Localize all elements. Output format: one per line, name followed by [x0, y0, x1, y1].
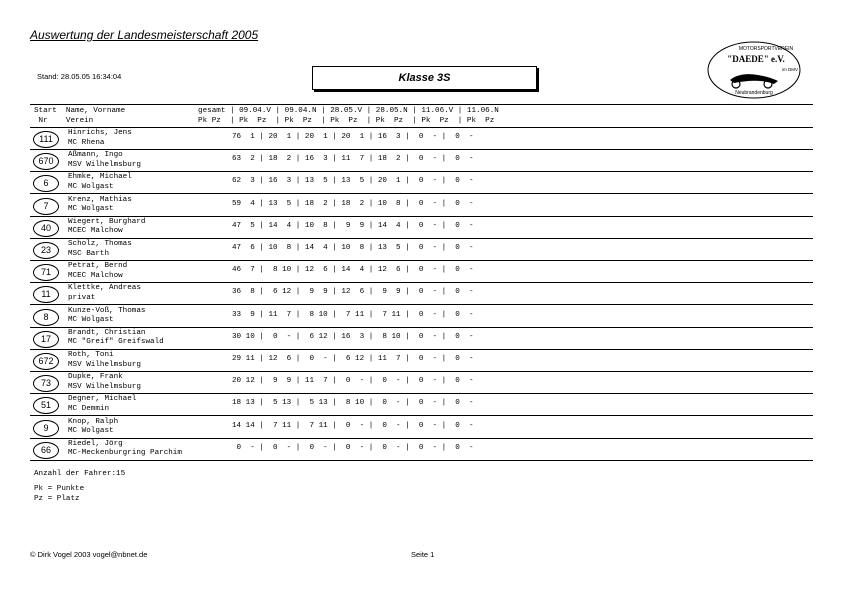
rider-club: MC Demmin	[68, 404, 110, 413]
rider-name: Knop, Ralph	[68, 417, 119, 426]
rider-club: MC Rhena	[68, 138, 105, 147]
rider-club: MC Wolgast	[68, 182, 114, 191]
copyright: © Dirk Vogel 2003 vogel@nbnet.de	[30, 550, 148, 559]
logo-bottom-text: Neubrandenburg	[735, 90, 773, 96]
table-row	[0, 195, 842, 217]
rider-info	[68, 395, 136, 414]
rider-club: MSV Wilhelmsburg	[68, 382, 141, 391]
table-header	[34, 107, 499, 126]
start-number-badge: 672	[33, 353, 59, 370]
timestamp: Stand: 28.05.05 16:34:04	[37, 72, 122, 81]
rider-club: MCEC Malchow	[68, 271, 123, 280]
rider-name: Aßmann, Ingo	[68, 151, 123, 160]
start-number-badge: 9	[33, 420, 59, 437]
rider-info	[68, 284, 141, 303]
start-number-badge: 71	[33, 264, 59, 281]
rider-points: 36 8 | 6 12 | 9 9 | 12 6 | 9 9 | 0 - | 0 -	[232, 288, 474, 297]
rider-name: Krenz, Mathias	[68, 195, 132, 204]
rider-name: Wiegert, Burghard	[68, 217, 146, 226]
rider-club: MSV Wilhelmsburg	[68, 360, 141, 369]
rider-name: Dupke, Frank	[68, 373, 123, 382]
rider-info	[68, 240, 132, 259]
rider-info	[68, 329, 164, 348]
rider-name: Scholz, Thomas	[68, 240, 132, 248]
logo-side-text: im DMV	[782, 67, 798, 72]
table-header-line1: Start Name, Vorname gesamt | 09.04.V | 09.04.N | 28.05.V | 28.05.N | 11.06.V | 11.06.N	[34, 107, 499, 115]
table-row	[0, 394, 842, 416]
rider-points: 46 7 | 8 10 | 12 6 | 14 4 | 12 6 | 0 - | 0 -	[232, 266, 474, 275]
report-title: Auswertung der Landesmeisterschaft 2005	[30, 28, 259, 42]
rider-club: MC Wolgast	[68, 427, 114, 436]
rider-points: 0 - | 0 - | 0 - | 0 - | 0 - | 0 - | 0 -	[232, 443, 474, 452]
table-row	[0, 283, 842, 305]
rider-club: MC Wolgast	[68, 205, 114, 214]
rider-name: Ehmke, Michael	[68, 173, 132, 182]
legend-pk: Pk = Punkte	[34, 485, 85, 493]
rider-info	[68, 351, 141, 370]
table-row	[0, 350, 842, 372]
logo-club-text: "DAEDE" e.V.	[727, 54, 785, 64]
start-number-badge: 40	[33, 220, 59, 237]
table-row	[0, 150, 842, 172]
rider-info	[68, 218, 145, 237]
rider-count: Anzahl der Fahrer:15	[34, 470, 126, 478]
rider-points: 47 5 | 14 4 | 10 8 | 9 9 | 14 4 | 0 - | 0 -	[232, 221, 474, 230]
table-header-line2: Nr Verein Pk Pz | Pk Pz | Pk Pz | Pk Pz | Pk Pz | Pk Pz | Pk Pz	[34, 116, 495, 125]
start-number-badge: 111	[33, 131, 59, 148]
table-row	[0, 217, 842, 239]
start-number-badge: 51	[33, 397, 59, 414]
rider-info	[68, 418, 118, 437]
club-logo	[706, 40, 802, 100]
legend-pz: Pz = Platz	[34, 495, 80, 503]
rider-points: 18 13 | 5 13 | 5 13 | 8 10 | 0 - | 0 - | 0 -	[232, 399, 474, 408]
rider-points: 14 14 | 7 11 | 7 11 | 0 - | 0 - | 0 - | 0 -	[232, 421, 474, 430]
rider-points: 63 2 | 18 2 | 16 3 | 11 7 | 18 2 | 0 - | 0 -	[232, 155, 474, 164]
rider-info	[68, 196, 132, 215]
table-row	[0, 172, 842, 194]
rider-club: MSV Wilhelmsburg	[68, 160, 141, 169]
rider-points: 76 1 | 20 1 | 20 1 | 20 1 | 16 3 | 0 - | 0 -	[232, 133, 474, 141]
class-box: Klasse 3S	[312, 66, 537, 90]
start-number-badge: 17	[33, 331, 59, 348]
rider-info	[68, 262, 127, 281]
rider-info	[68, 307, 145, 326]
rider-points: 29 11 | 12 6 | 0 - | 6 12 | 11 7 | 0 - | 0 -	[232, 355, 474, 363]
logo-top-text: MOTORSPORTVEREIN	[738, 46, 794, 52]
table-row	[0, 239, 842, 261]
rider-info	[68, 173, 132, 192]
rider-info	[68, 440, 182, 459]
start-number-badge: 73	[33, 375, 59, 392]
rider-points: 62 3 | 16 3 | 13 5 | 13 5 | 20 1 | 0 - | 0 -	[232, 177, 474, 186]
rider-points: 33 9 | 11 7 | 8 10 | 7 11 | 7 11 | 0 - | 0 -	[232, 310, 474, 319]
header-top-rule	[30, 104, 813, 105]
table-row	[0, 417, 842, 439]
table-row	[0, 306, 842, 328]
table-row	[0, 372, 842, 394]
rider-name: Klettke, Andreas	[68, 284, 141, 293]
rider-club: MCEC Malchow	[68, 227, 123, 236]
rider-points: 47 6 | 10 8 | 14 4 | 10 8 | 13 5 | 0 - | 0 -	[232, 244, 474, 252]
start-number-badge: 11	[33, 286, 59, 303]
table-row	[0, 128, 842, 150]
rider-info	[68, 373, 141, 392]
rider-club: privat	[68, 293, 96, 302]
start-number-badge: 8	[33, 309, 59, 326]
rider-club: MSC Barth	[68, 249, 110, 258]
rider-club: MC "Greif" Greifswald	[68, 338, 164, 347]
start-number-badge: 6	[33, 175, 59, 192]
start-number-badge: 66	[33, 442, 59, 459]
rider-info	[68, 129, 132, 148]
rider-info	[68, 151, 141, 170]
rider-points: 30 10 | 0 - | 6 12 | 16 3 | 8 10 | 0 - | 0 -	[232, 332, 474, 341]
table-row	[0, 328, 842, 350]
page-number: Seite 1	[411, 550, 435, 559]
start-number-badge: 7	[33, 198, 59, 215]
rider-club: MC Wolgast	[68, 316, 114, 325]
rider-points: 20 12 | 9 9 | 11 7 | 0 - | 0 - | 0 - | 0 -	[232, 377, 474, 386]
rider-name: Roth, Toni	[68, 351, 114, 359]
rider-name: Degner, Michael	[68, 395, 137, 404]
rider-name: Kunze-Voß, Thomas	[68, 306, 146, 315]
start-number-badge: 23	[33, 242, 59, 259]
rider-name: Riedel, Jörg	[68, 439, 123, 448]
rider-points: 59 4 | 13 5 | 18 2 | 18 2 | 10 8 | 0 - | 0 -	[232, 199, 474, 208]
table-row	[0, 439, 842, 461]
start-number-badge: 670	[33, 153, 59, 170]
rider-name: Brandt, Christian	[68, 328, 146, 337]
rider-club: MC-Meckenburgring Parchim	[68, 449, 182, 458]
rider-name: Petrat, Bernd	[68, 262, 128, 271]
row-divider	[30, 460, 813, 461]
table-row	[0, 261, 842, 283]
rider-name: Hinrichs, Jens	[68, 129, 132, 137]
